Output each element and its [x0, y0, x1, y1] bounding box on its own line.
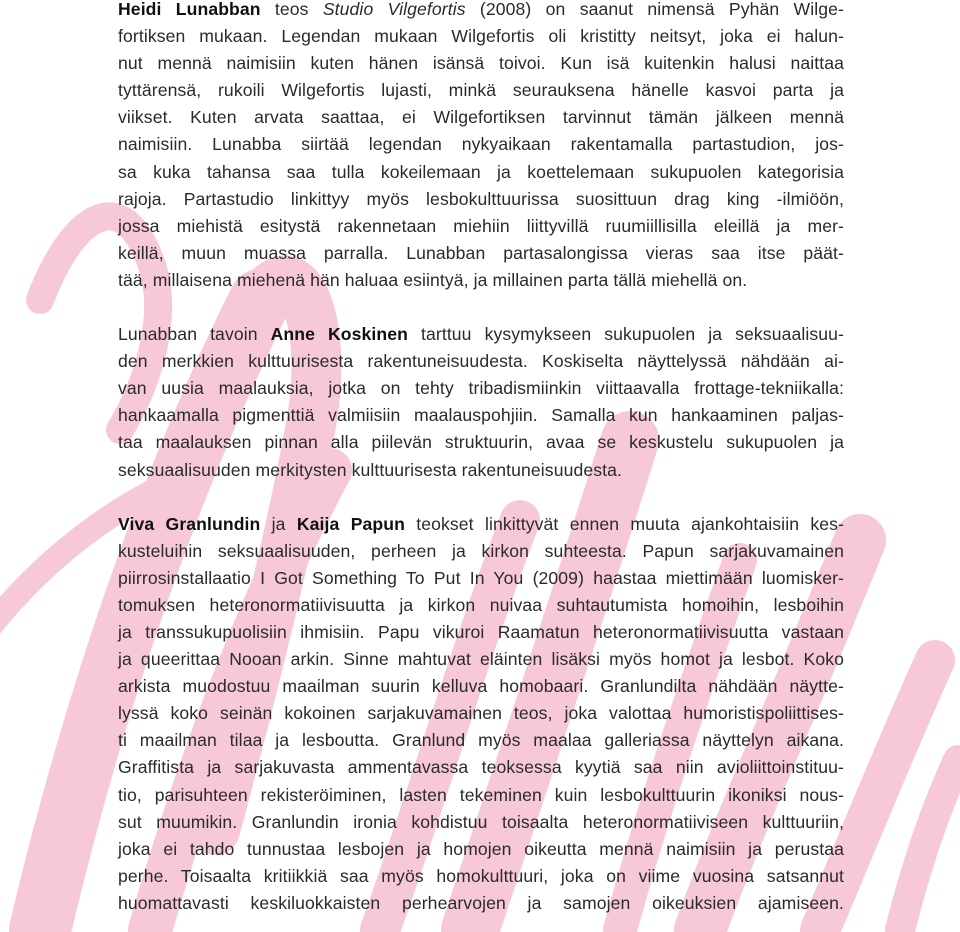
text-run: naimisiin. Lunabba siirtää legendan nykyaikaan rakentamalla partastudion, jos-	[118, 134, 844, 155]
text-run: seksuaalisuuden merkitysten kulttuurisesta rakentuneisuudesta.	[118, 459, 622, 480]
text-line	[118, 50, 844, 77]
text-line	[118, 375, 844, 402]
text-run: hankaamalla pigmenttiä valmiisiin maalauspohjiin. Samalla kun hankaaminen paljas-	[118, 405, 844, 426]
text-run: viikset. Kuten arvata saattaa, ei Wilgefortiksen tarvinnut tämän jälkeen mennä	[118, 107, 844, 128]
bold-name: Viva Granlundin	[118, 513, 261, 534]
text-run: sut muumikin. Granlundin ironia kohdistuu toisaalta heteronormatiiviseen kulttuuriin,	[118, 811, 844, 832]
text-line	[118, 104, 844, 131]
text-run: (2008) on saanut nimensä Pyhän Wilge-	[465, 0, 844, 19]
text-line	[118, 402, 844, 429]
text-line	[118, 700, 844, 727]
text-run: arkista muodostuu maailman suurin kelluva homobaari. Granlundilta nähdään näytte-	[118, 676, 844, 697]
text-line	[118, 213, 844, 240]
text-run: tio, parisuhteen rekisteröiminen, lasten tekeminen kuin lesbokulttuurin ikoniksi nous-	[118, 784, 844, 805]
text-run: nut mennä naimisiin kuten hänen isänsä toivoi. Kun isä kuitenkin halusi naittaa	[118, 53, 844, 74]
italic-title: Studio Vilgefortis	[322, 0, 466, 19]
text-line	[118, 131, 844, 158]
text-run: sa kuka tahansa saa tulla kokeilemaan ja koettelemaan sukupuolen kategorisia	[118, 161, 844, 182]
text-run: ja	[260, 513, 297, 534]
text-line	[118, 186, 844, 213]
brushstroke	[900, 760, 958, 930]
bold-name: Anne Koskinen	[270, 324, 408, 345]
article-body	[118, 0, 844, 917]
text-run: tyttärensä, rukoili Wilgefortis lujasti, minkä seurauksena hänelle kasvoi parta ja	[118, 80, 844, 101]
text-run: keillä, muun muassa parralla. Lunabban partasalongissa vieras saa itse päät-	[118, 242, 844, 263]
text-line	[118, 809, 844, 836]
text-line	[118, 565, 844, 592]
text-run: tarttuu kysymykseen sukupuolen ja seksuaalisuu-	[408, 324, 844, 345]
text-line	[118, 0, 844, 23]
text-line	[118, 240, 844, 267]
text-line	[118, 782, 844, 809]
text-run: tomuksen heteronormatiivisuutta ja kirkon nuivaa suhtautumista homoihin, lesboihin	[118, 594, 844, 615]
bold-name: Heidi Lunabban	[118, 0, 261, 19]
text-run: Lunabban tavoin	[118, 324, 271, 345]
text-line	[118, 159, 844, 186]
text-line	[118, 646, 844, 673]
text-run: ti maailman tilaa ja lesboutta. Granlund myös maalaa galleriassa näyttelyn aikana.	[118, 730, 844, 751]
text-line	[118, 836, 844, 863]
text-run: lyssä koko seinän kokoinen sarjakuvamainen teos, joka valottaa humoristispoliittises-	[118, 703, 844, 724]
text-run: fortiksen mukaan. Legendan mukaan Wilgefortis oli kristitty neitsyt, joka ei halun-	[118, 26, 844, 47]
text-line	[118, 77, 844, 104]
text-run: teos	[260, 0, 323, 19]
paragraph	[118, 321, 844, 484]
paragraph	[118, 0, 844, 294]
text-run: piirrosinstallaatio I Got Something To Put In You (2009) haastaa miettimään luomisker-	[118, 567, 844, 588]
text-run: ja queerittaa Nooan arkin. Sinne mahtuvat eläinten lisäksi myös homot ja lesbot. Koko	[118, 649, 844, 670]
text-run: perhe. Toisaalta kritiikkiä saa myös homokulttuuri, joka on viime vuosina satsannut	[118, 865, 844, 886]
text-run: huomattavasti keskiluokkaisten perhearvojen ja samojen oikeuksien ajamiseen.	[118, 892, 844, 913]
text-line	[118, 890, 844, 917]
text-line	[118, 321, 844, 348]
text-run: teokset linkittyvät ennen muuta ajankohtaisiin kes-	[404, 513, 845, 534]
text-run: taa maalauksen pinnan alla piilevän struktuurin, avaa se keskustelu sukupuolen ja	[118, 432, 844, 453]
text-line	[118, 619, 844, 646]
text-run: jossa miehistä esitystä rakennetaan miehiin liittyvillä ruumiillisilla eleillä ja mer-	[118, 215, 844, 236]
bold-name: Kaija Papun	[296, 513, 405, 534]
text-line	[118, 754, 844, 781]
text-line	[118, 538, 844, 565]
text-run: tää, millaisena miehenä hän haluaa esiintyä, ja millainen parta tällä miehellä on.	[118, 269, 748, 290]
text-run: den merkkien kulttuurisesta rakentuneisuudesta. Koskiselta näyttelyssä nähdään ai-	[118, 351, 844, 372]
text-run: Graffitista ja sarjakuvasta ammentavassa teoksessa kyytiä saa niin avioliittoinstituu-	[118, 757, 844, 778]
text-run: ja transsukupuolisiin ihmisiin. Papu vikuroi Raamatun heteronormatiivisuutta vastaan	[118, 621, 844, 642]
text-line	[118, 457, 844, 484]
text-line	[118, 511, 844, 538]
text-line	[118, 863, 844, 890]
text-run: van uusia maalauksia, jotka on tehty tribadismiinkin viittaavalla frottage-tekniikalla:	[118, 378, 844, 399]
text-run: kusteluihin seksuaalisuuden, perheen ja kirkon suhteesta. Papun sarjakuvamainen	[118, 540, 844, 561]
text-run: joka ei tahdo tunnustaa lesbojen ja homojen oikeutta mennä naimisiin ja perustaa	[118, 838, 844, 859]
text-run: rajoja. Partastudio linkittyy myös lesbokulttuurissa suosittuun drag king -ilmiöön,	[118, 188, 844, 209]
text-line	[118, 267, 844, 294]
text-line	[118, 673, 844, 700]
text-line	[118, 592, 844, 619]
text-line	[118, 727, 844, 754]
text-line	[118, 23, 844, 50]
text-line	[118, 429, 844, 456]
paragraph	[118, 511, 844, 917]
text-line	[118, 348, 844, 375]
